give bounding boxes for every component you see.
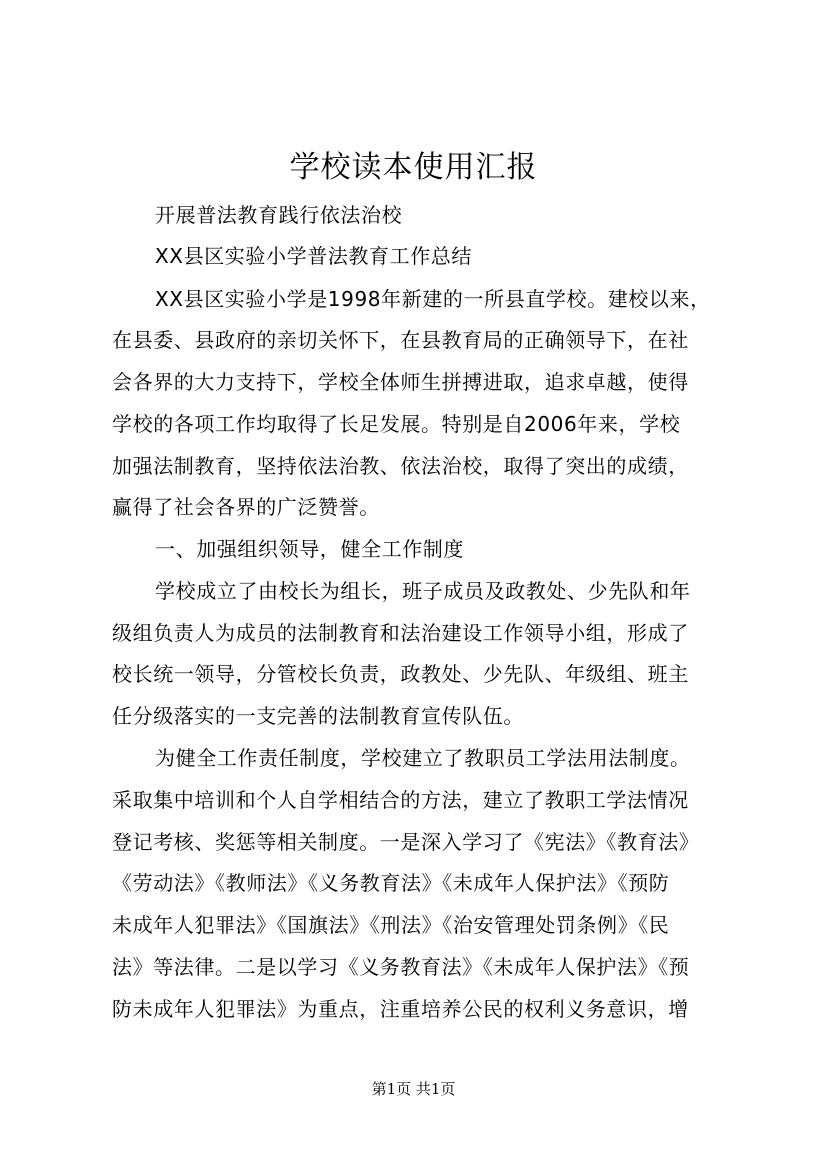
paragraph-line: 采取集中培训和个人自学相结合的方法，建立了教职工学法情况 <box>112 788 689 812</box>
paragraph-line: 校长统一领导，分管校长负责，政教处、少先队、年级组、班主 <box>112 662 689 686</box>
section-heading: 一、加强组织领导，健全工作制度 <box>155 537 464 561</box>
page-footer: 第1页 共1页 <box>371 1080 456 1098</box>
paragraph-line: 《劳动法》《教师法》《义务教育法》《未成年人保护法》《预防 <box>112 871 670 895</box>
paragraph-line: 登记考核、奖惩等相关制度。一是深入学习了《宪法》《教育法》 <box>112 830 700 854</box>
paragraph-line: 未成年人犯罪法》《国旗法》《刑法》《治安管理处罚条例》《民 <box>112 913 670 937</box>
paragraph-line: 在县委、县政府的亲切关怀下，在县教育局的正确领导下，在社 <box>112 328 689 352</box>
subtitle-line: 开展普法教育践行依法治校 <box>155 203 403 227</box>
paragraph-line: 加强法制教育，坚持依法治教、依法治校，取得了突出的成绩， <box>112 454 689 478</box>
subtitle-line: XX县区实验小学普法教育工作总结 <box>155 244 473 268</box>
paragraph-line: 防未成年人犯罪法》为重点，注重培养公民的权利义务意识，增 <box>112 997 689 1021</box>
document-title: 学校读本使用汇报 <box>289 150 538 185</box>
paragraph-line: 学校的各项工作均取得了长足发展。特别是自2006年来，学校 <box>112 412 681 436</box>
paragraph-line: 法》等法律。二是以学习《义务教育法》《未成年人保护法》《预 <box>112 955 690 979</box>
paragraph-line: XX县区实验小学是1998年新建的一所县直学校。建校以来， <box>155 287 711 311</box>
paragraph-line: 级组负责人为成员的法制教育和法治建设工作领导小组，形成了 <box>112 621 689 645</box>
paragraph-line: 学校成立了由校长为组长，班子成员及政教处、少先队和年 <box>155 579 691 603</box>
paragraph-line: 为健全工作责任制度，学校建立了教职员工学法用法制度。 <box>155 746 691 770</box>
paragraph-line: 任分级落实的一支完善的法制教育宣传队伍。 <box>112 704 524 728</box>
paragraph-line: 会各界的大力支持下，学校全体师生拼搏进取，追求卓越，使得 <box>112 370 689 394</box>
paragraph-line: 赢得了社会各界的广泛赞誉。 <box>112 495 380 519</box>
